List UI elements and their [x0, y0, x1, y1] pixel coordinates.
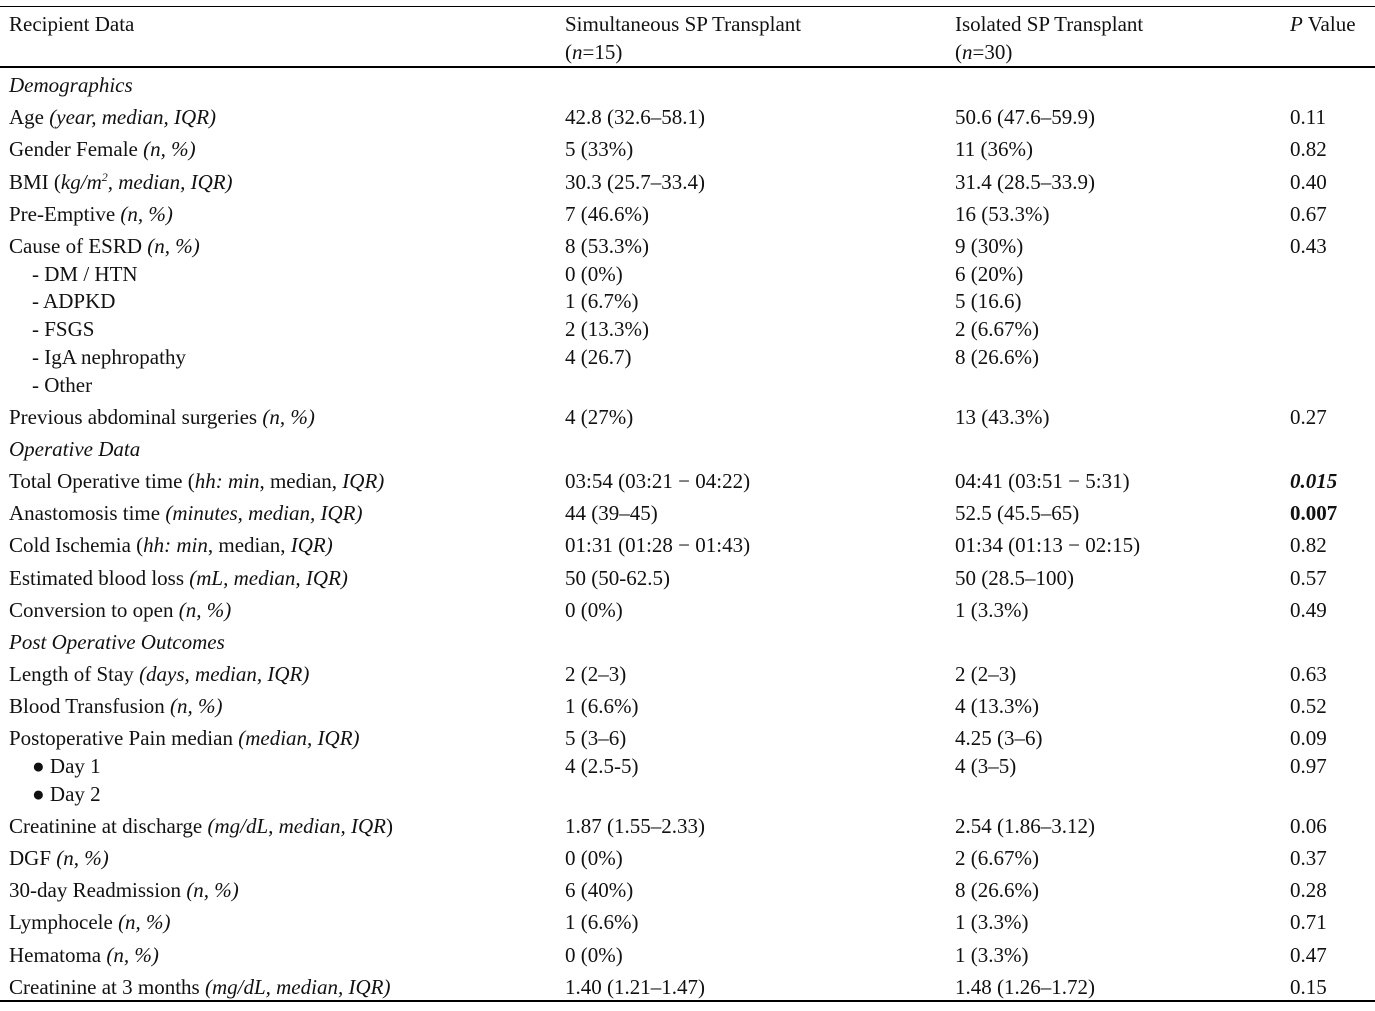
- label-text: Age: [9, 105, 50, 129]
- cell-simultaneous: 0 (0%): [565, 943, 623, 967]
- cell-isolated: 4 (13.3%): [955, 694, 1039, 718]
- label-unit: , median,: [259, 469, 343, 493]
- unit-part: , median, IQR): [107, 170, 233, 194]
- row-label: [9, 846, 109, 870]
- cell-isolated: 04:41 (03:51 − 5:31): [955, 469, 1130, 493]
- cell-p-value: 0.015: [1290, 469, 1338, 493]
- label-text: Total Operative time (: [9, 469, 195, 493]
- label-unit: (minutes, median, IQR): [165, 501, 363, 525]
- cell-p-value: 0.97: [1290, 754, 1327, 778]
- cell-p-value: 0.82: [1290, 533, 1327, 557]
- label-text: Lymphocele: [9, 910, 119, 934]
- cell-simultaneous: 0 (0%): [565, 846, 623, 870]
- label-text: Anastomosis time: [9, 501, 166, 525]
- cell-p-value: 0.47: [1290, 943, 1327, 967]
- row-label: [9, 814, 393, 838]
- label-text: BMI (: [9, 170, 61, 194]
- row-label: [9, 105, 216, 129]
- section-demographics: Demographics: [9, 73, 133, 97]
- row-label: [9, 943, 159, 967]
- row-label: [9, 533, 333, 557]
- cell-isolated: 50.6 (47.6–59.9): [955, 105, 1095, 129]
- label-text: Conversion to open: [9, 598, 179, 622]
- label-text: Pre-Emptive: [9, 202, 121, 226]
- cell-p-value: 0.63: [1290, 662, 1327, 686]
- cell-isolated: 2 (6.67%): [955, 317, 1039, 341]
- header-isolated-n-label: n: [962, 40, 973, 64]
- cell-p-value: 0.82: [1290, 137, 1327, 161]
- row-label: [9, 234, 200, 258]
- cell-isolated: 2 (2–3): [955, 662, 1017, 686]
- label-text: Hematoma: [9, 943, 107, 967]
- row-label: [9, 662, 309, 686]
- cell-simultaneous: 0 (0%): [565, 262, 623, 286]
- cell-simultaneous: 42.8 (32.6–58.1): [565, 105, 705, 129]
- label-unit: (n, %): [186, 878, 239, 902]
- cell-simultaneous: 8 (53.3%): [565, 234, 649, 258]
- header-simultaneous-n-label: n: [572, 40, 583, 64]
- label-text: DGF: [9, 846, 57, 870]
- label-unit: (median, IQR): [238, 726, 360, 750]
- section-postop: Post Operative Outcomes: [9, 630, 225, 654]
- label-unit: IQR): [290, 533, 333, 557]
- label-unit: hh: min: [143, 533, 208, 557]
- header-p-word: Value: [1302, 12, 1356, 36]
- header-simultaneous-n: (n=15): [565, 40, 623, 64]
- label-unit: (year, median, IQR): [49, 105, 217, 129]
- header-recipient-data: Recipient Data: [9, 12, 135, 36]
- label-text: Length of Stay: [9, 662, 140, 686]
- table-top-rule: [0, 6, 1375, 7]
- header-p-value: [1290, 10, 1356, 38]
- unit-superscript: 2: [101, 170, 108, 184]
- label-unit: [61, 170, 233, 194]
- cell-simultaneous: 50 (50-62.5): [565, 566, 670, 590]
- row-label: [9, 170, 233, 194]
- label-text: Gender Female: [9, 137, 144, 161]
- cell-simultaneous: 0 (0%): [565, 598, 623, 622]
- cell-p-value: 0.007: [1290, 501, 1338, 525]
- label-unit: ): [385, 814, 393, 838]
- label-text: Creatinine at 3 months: [9, 975, 205, 999]
- label-unit: (mg/dL, median, IQR): [204, 975, 391, 999]
- label-unit: (n, %): [143, 137, 196, 161]
- cell-isolated: 31.4 (28.5–33.9): [955, 170, 1095, 194]
- row-label: [9, 501, 362, 525]
- label-text: Cold Ischemia (: [9, 533, 144, 557]
- label-text: Cause of ESRD: [9, 234, 148, 258]
- cell-simultaneous: 4 (27%): [565, 405, 634, 429]
- cell-isolated: 4 (3–5): [955, 754, 1017, 778]
- cell-p-value: 0.49: [1290, 598, 1327, 622]
- cell-p-value: 0.09: [1290, 726, 1327, 750]
- label-text: Previous abdominal surgeries: [9, 405, 263, 429]
- cell-isolated: 01:34 (01:13 − 02:15): [955, 533, 1141, 557]
- label-text: Postoperative Pain median: [9, 726, 239, 750]
- cell-simultaneous: 5 (3–6): [565, 726, 627, 750]
- header-p-letter: P: [1290, 12, 1303, 36]
- cell-simultaneous: 03:54 (03:21 − 04:22): [565, 469, 751, 493]
- label-unit: (mg/dL, median, IQR: [207, 814, 386, 838]
- cell-isolated: 1 (3.3%): [955, 910, 1029, 934]
- cell-isolated: 50 (28.5–100): [955, 566, 1074, 590]
- cell-p-value: 0.11: [1290, 105, 1326, 129]
- cell-simultaneous: 1 (6.7%): [565, 289, 639, 313]
- label-text: Estimated blood loss: [9, 566, 190, 590]
- row-label: [9, 598, 231, 622]
- row-label: [9, 469, 384, 493]
- cell-isolated: 13 (43.3%): [955, 405, 1050, 429]
- label-unit: (n, %): [147, 234, 200, 258]
- cell-isolated: 1 (3.3%): [955, 598, 1029, 622]
- label-unit: (mL, median, IQR): [189, 566, 348, 590]
- row-label: - Other: [32, 373, 93, 397]
- cell-simultaneous: 1 (6.6%): [565, 694, 639, 718]
- label-unit: (n, %): [178, 598, 232, 622]
- cell-p-value: 0.28: [1290, 878, 1327, 902]
- cell-isolated: 2.54 (1.86–3.12): [955, 814, 1095, 838]
- label-unit: (n, %): [262, 405, 315, 429]
- header-simultaneous-title: Simultaneous SP Transplant: [565, 12, 802, 36]
- cell-p-value: 0.40: [1290, 170, 1327, 194]
- label-unit: hh: min: [194, 469, 260, 493]
- cell-simultaneous: 30.3 (25.7–33.4): [565, 170, 705, 194]
- cell-simultaneous: 44 (39–45): [565, 501, 658, 525]
- label-text: 30-day Readmission: [9, 878, 187, 902]
- row-label: - DM / HTN: [32, 262, 138, 286]
- row-label: [9, 202, 173, 226]
- cell-isolated: 9 (30%): [955, 234, 1024, 258]
- cell-isolated: 52.5 (45.5–65): [955, 501, 1080, 525]
- header-isolated-n-value: =30: [972, 40, 1006, 64]
- cell-isolated: 16 (53.3%): [955, 202, 1050, 226]
- cell-simultaneous: 1.87 (1.55–2.33): [565, 814, 705, 838]
- label-unit: (n, %): [170, 694, 223, 718]
- header-isolated-n: (n=30): [955, 40, 1013, 64]
- label-unit: (n, %): [106, 943, 159, 967]
- cell-isolated: 5 (16.6): [955, 289, 1022, 313]
- cell-p-value: 0.37: [1290, 846, 1327, 870]
- cell-simultaneous: 4 (26.7): [565, 345, 632, 369]
- header-isolated-title: Isolated SP Transplant: [955, 12, 1144, 36]
- row-label: [9, 566, 348, 590]
- cell-simultaneous: 1 (6.6%): [565, 910, 639, 934]
- row-label: [9, 975, 390, 999]
- cell-isolated: 11 (36%): [955, 137, 1033, 161]
- cell-isolated: 8 (26.6%): [955, 345, 1039, 369]
- cell-simultaneous: 1.40 (1.21–1.47): [565, 975, 705, 999]
- label-unit: IQR): [342, 469, 385, 493]
- cell-isolated: 1 (3.3%): [955, 943, 1029, 967]
- cell-simultaneous: 2 (13.3%): [565, 317, 649, 341]
- label-unit: (n, %): [56, 846, 109, 870]
- table-bottom-rule: [0, 1000, 1375, 1002]
- row-label: ● Day 2: [32, 782, 101, 806]
- cell-p-value: 0.71: [1290, 910, 1327, 934]
- cell-isolated: 6 (20%): [955, 262, 1024, 286]
- cell-p-value: 0.06: [1290, 814, 1327, 838]
- cell-simultaneous: 7 (46.6%): [565, 202, 649, 226]
- label-unit: (n, %): [120, 202, 173, 226]
- section-operative: Operative Data: [9, 437, 141, 461]
- cell-p-value: 0.52: [1290, 694, 1327, 718]
- header-simultaneous: [565, 10, 801, 66]
- row-label: [9, 878, 239, 902]
- unit-part: kg/m: [60, 170, 102, 194]
- cell-p-value: 0.67: [1290, 202, 1327, 226]
- cell-simultaneous: 2 (2–3): [565, 662, 627, 686]
- row-label: [9, 405, 315, 429]
- cell-simultaneous: 01:31 (01:28 − 01:43): [565, 533, 751, 557]
- label-unit: (n, %): [118, 910, 171, 934]
- cell-isolated: 1.48 (1.26–1.72): [955, 975, 1095, 999]
- row-label: ● Day 1: [32, 754, 101, 778]
- cell-isolated: 2 (6.67%): [955, 846, 1039, 870]
- cell-simultaneous: 5 (33%): [565, 137, 634, 161]
- cell-p-value: 0.57: [1290, 566, 1327, 590]
- cell-p-value: 0.15: [1290, 975, 1327, 999]
- row-label: [9, 910, 171, 934]
- cell-simultaneous: 4 (2.5-5): [565, 754, 639, 778]
- cell-p-value: 0.27: [1290, 405, 1327, 429]
- cell-simultaneous: 6 (40%): [565, 878, 634, 902]
- row-label: [9, 726, 360, 750]
- label-unit: , median,: [207, 533, 291, 557]
- label-text: Creatinine at discharge: [9, 814, 208, 838]
- label-text: Blood Transfusion: [9, 694, 171, 718]
- header-isolated: [955, 10, 1143, 66]
- row-label: - IgA nephropathy: [32, 345, 186, 369]
- header-rule: [0, 66, 1375, 68]
- row-label: - FSGS: [32, 317, 95, 341]
- row-label: [9, 137, 196, 161]
- row-label: [9, 694, 223, 718]
- cell-p-value: 0.43: [1290, 234, 1327, 258]
- label-unit: (days, median, IQR): [139, 662, 310, 686]
- header-simultaneous-n-value: =15: [582, 40, 616, 64]
- row-label: - ADPKD: [32, 289, 116, 313]
- cell-isolated: 8 (26.6%): [955, 878, 1039, 902]
- cell-isolated: 4.25 (3–6): [955, 726, 1043, 750]
